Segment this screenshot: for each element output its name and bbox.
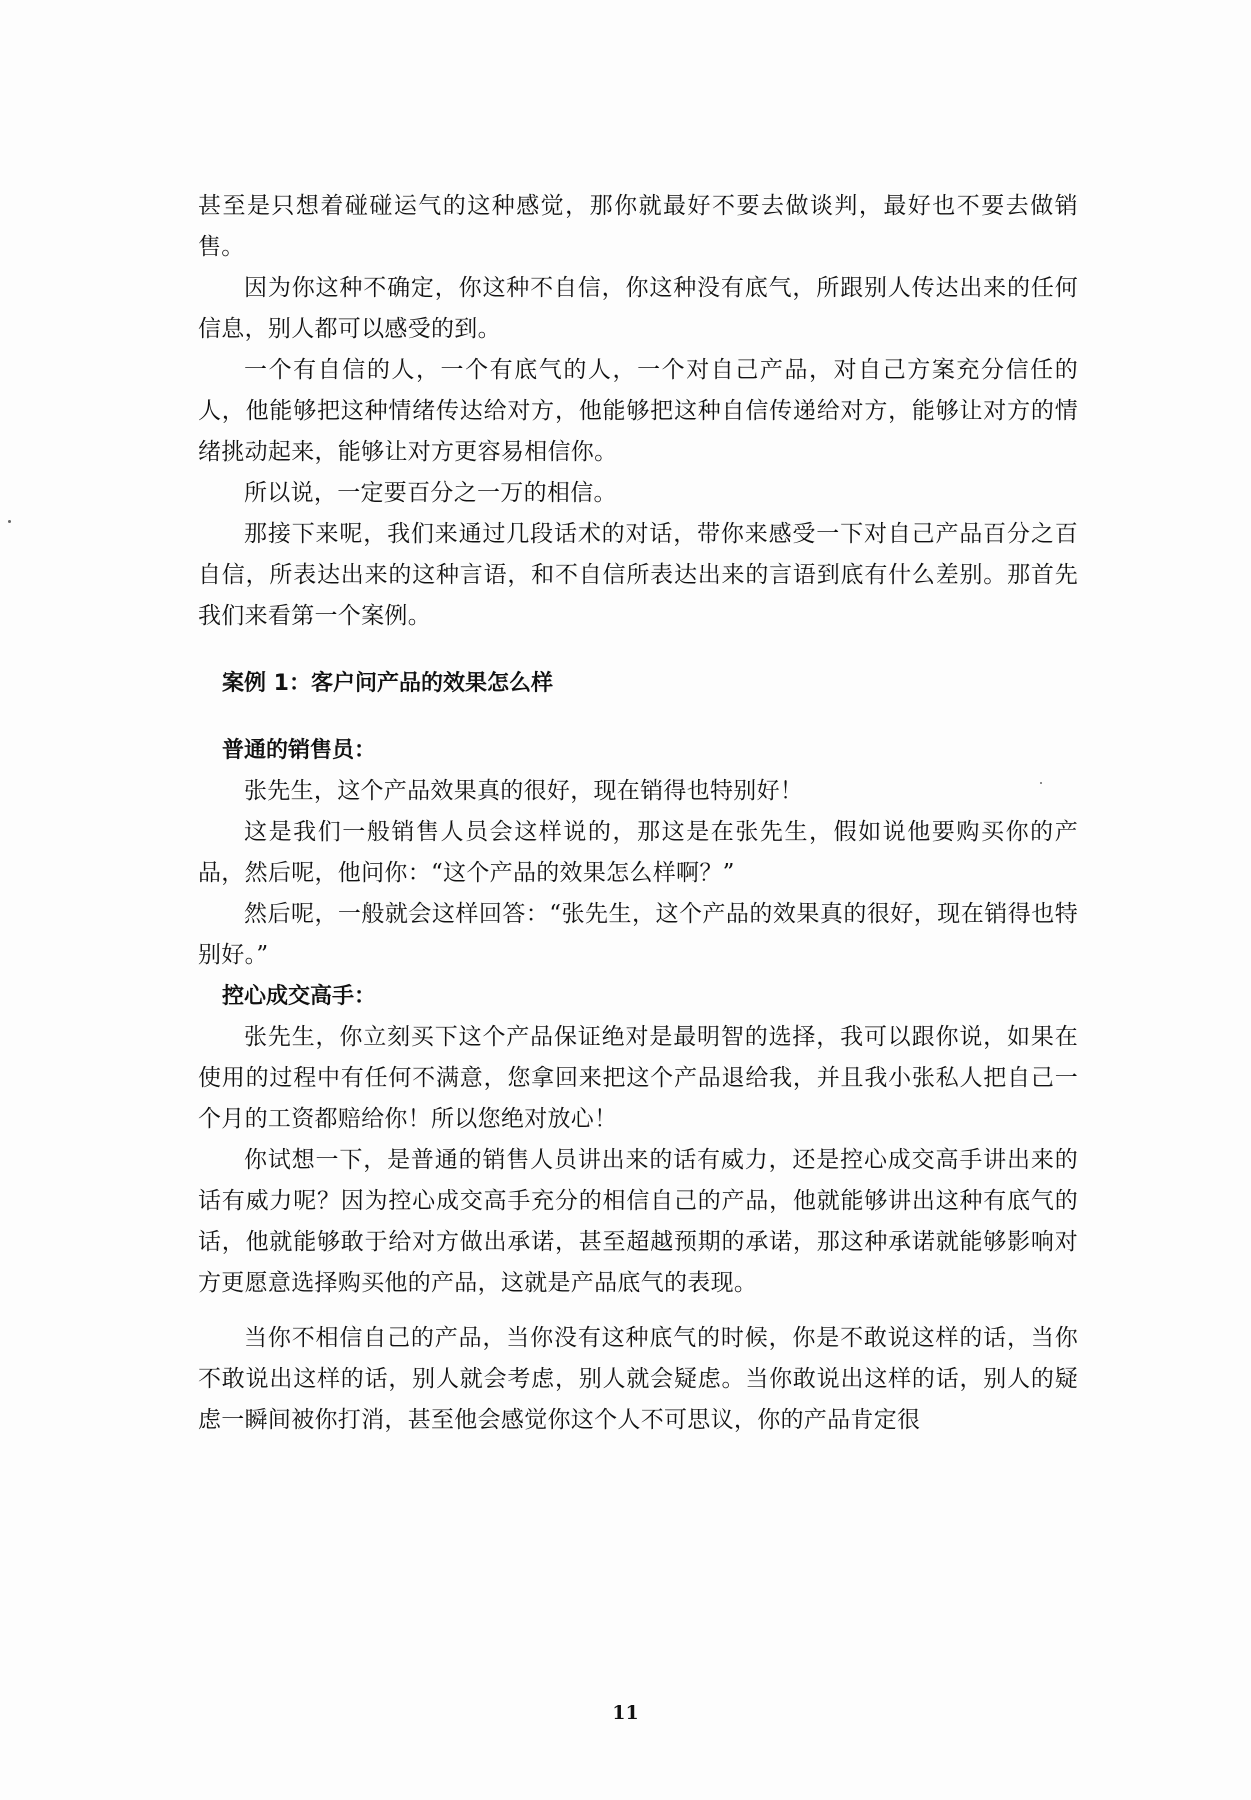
ordinary-salesperson-label: 普通的销售员： (222, 738, 377, 763)
spacer (198, 637, 1078, 663)
page-number: 11 (612, 1702, 639, 1724)
paragraph: 甚至是只想着碰碰运气的这种感觉，那你就最好不要去做谈判，最好也不要去做销售。 (198, 193, 1078, 260)
paragraph: 当你不相信自己的产品，当你没有这种底气的时候，你是不敢说这样的话，当你不敢说出这样的话，别人就会考虑，别人就会疑虑。当你敢说出这样的话，别人的疑虑一瞬间被你打消，甚至他会感觉你这个人不可思议，你的产品肯定很 (198, 1325, 1078, 1433)
paragraph: 张先生，这个产品效果真的很好，现在销得也特别好！ (244, 778, 804, 804)
paragraph: 那接下来呢，我们来通过几段话术的对话，带你来感受一下对自己产品百分之百自信，所表达出来的这种言语，和不自信所表达出来的言语到底有什么差别。那首先我们来看第一个案例。 (198, 521, 1078, 629)
spacer (198, 1304, 1078, 1318)
master-salesperson-label: 控心成交高手： (222, 984, 377, 1009)
paragraph: 你试想一下，是普通的销售人员讲出来的话有威力，还是控心成交高手讲出来的话有威力呢？因为控心成交高手充分的相信自己的产品，他就能够讲出这种有底气的话，他就能够敢于给对方做出承诺，甚至超越预期的承诺，那这种承诺就能够影响对方更愿意选择购买他的产品，这就是产品底气的表现。 (198, 1147, 1078, 1296)
spacer (198, 704, 1078, 730)
paragraph: 张先生，你立刻买下这个产品保证绝对是最明智的选择，我可以跟你说，如果在使用的过程中有任何不满意，您拿回来把这个产品退给我，并且我小张私人把自己一个月的工资都赔给你！所以您绝对放心！ (198, 1024, 1078, 1132)
scan-speck (8, 520, 11, 523)
case-heading: 案例 1：客户问产品的效果怎么样 (222, 671, 553, 696)
paragraph: 一个有自信的人，一个有底气的人，一个对自己产品，对自己方案充分信任的人，他能够把这种情绪传达给对方，他能够把这种自信传递给对方，能够让对方的情绪挑动起来，能够让对方更容易相信你。 (198, 357, 1078, 465)
paragraph: 这是我们一般销售人员会这样说的，那这是在张先生，假如说他要购买你的产品，然后呢，他问你：“这个产品的效果怎么样啊？” (198, 819, 1078, 886)
paragraph: 所以说，一定要百分之一万的相信。 (244, 480, 617, 506)
paragraph: 因为你这种不确定，你这种不自信，你这种没有底气，所跟别人传达出来的任何信息，别人都可以感受的到。 (198, 275, 1078, 342)
page-content (198, 186, 1078, 1441)
paragraph: 然后呢，一般就会这样回答：“张先生，这个产品的效果真的很好，现在销得也特别好。” (198, 901, 1078, 968)
